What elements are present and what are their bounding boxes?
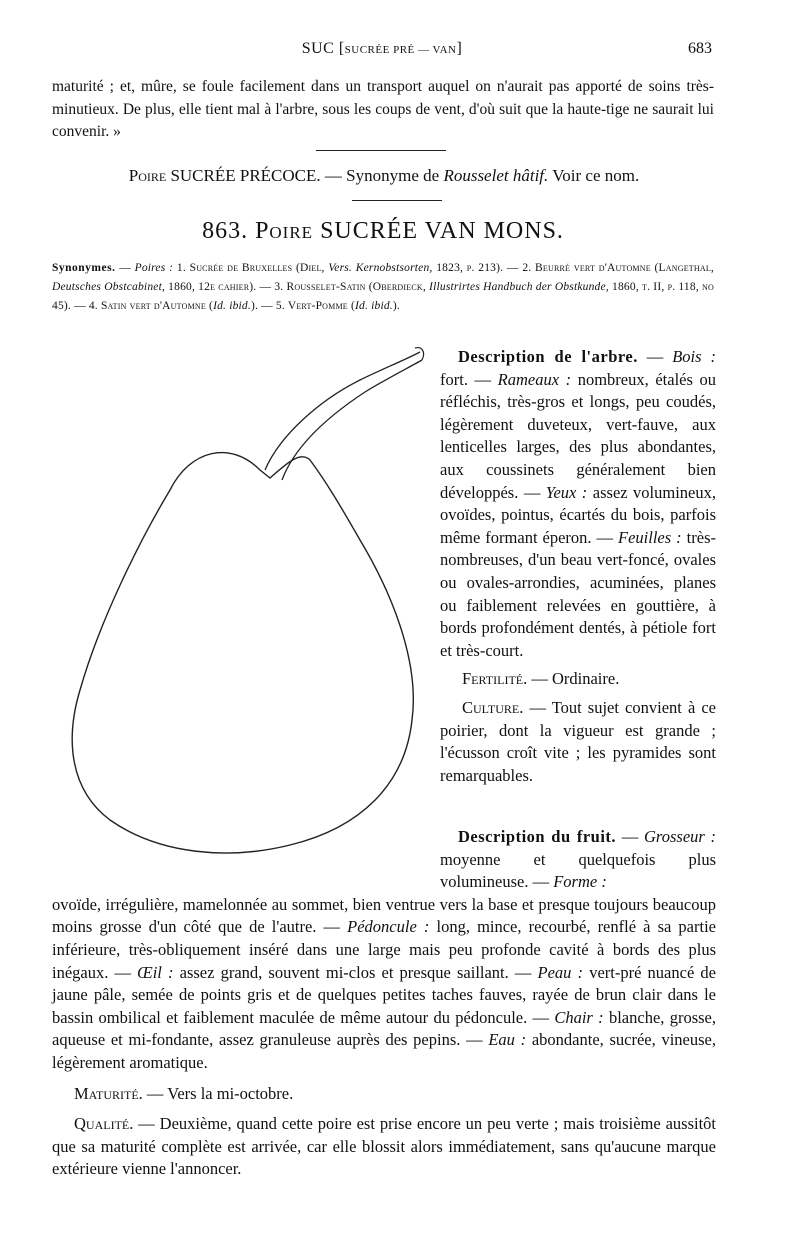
synonyms-body-6: ). [392,300,400,312]
running-title-main: SUC [ [301,40,345,57]
maturite-paragraph [52,1083,716,1106]
chair-text: blanche, grosse, aqueuse et mi-fondante, assez granuleuse auprès des pepins. — [52,1007,716,1050]
peau-label: Peau : [537,962,584,982]
synonyms-ref-1: Vers. Kernobstsorten, [328,262,433,274]
synonym-entry-ref: Rousselet hâtif. [443,166,549,185]
synonyms-ref-2: Deutsches Obstcabinet, [52,281,166,293]
synonyms-ref-3: Illustrirtes Handbuch der Obstkunde, [429,281,609,293]
synonyms-body-2: 1823, p. 213). — 2. Beurré vert d'Automne (Langethal, [432,262,714,274]
synonyms-ref-5: Id. ibid. [354,300,393,312]
fertilite-label: Fertilité. [462,669,528,689]
tree-description-heading: Description de l'arbre. [458,347,638,366]
tree-description [440,346,716,787]
eau-text: abondante, sucrée, vineuse, légèrement aromatique. [52,1030,716,1072]
oeil-label: Œil : [137,962,174,982]
running-header [52,40,712,64]
entry-number: 863. [202,218,249,244]
yeux-text: assez volumineux, ovoïdes, pointus, écartés du bois, parfois même formant éperon. — [440,482,717,547]
synonyms-block [52,259,714,316]
entry-name: SUCRÉE VAN MONS. [320,218,564,244]
pedoncule-text: long, mince, recourbé, renflé à sa partie inférieure, très-obliquement inséré dans une large mais peu profonde cavité à bords des plus inégaux. — [52,917,716,982]
synonyms-body-1: 1. Sucrée de Bruxelles (Diel, [173,262,329,274]
page-number: 683 [688,40,712,57]
synonym-entry-text: — Synonyme de [320,166,444,185]
forme-label: Forme : [553,872,607,892]
forme-text: ovoïde, irrégulière, mamelonnée au sommet, bien ventrue vers la base et presque toujours beaucoup moins grosse d'un côté que de l'autre. — [52,894,716,937]
running-title-close: ] [456,40,463,57]
synonym-entry-name: SUCRÉE PRÉCOCE. [170,166,321,185]
synonyms-heading: Synonymes. [52,262,116,274]
divider-rule-short [352,200,442,201]
entry-label: Poire [255,218,314,244]
synonym-entry-label: Poire [128,166,167,185]
divider-rule [316,150,446,151]
feuilles-text: très-nombreuses, d'un beau vert-foncé, ovales ou ovales-arrondies, acuminées, planes ou faiblement relevées en gouttière, à bords profondément dentés, à pétiole fort et très-court. [440,527,716,660]
maturite-label: Maturité. [74,1083,143,1103]
grosseur-label: Grosseur : [644,827,717,846]
pear-stalk [265,352,422,480]
yeux-label: Yeux : [545,482,588,502]
pedoncule-label: Pédoncule : [347,917,430,937]
qualite-paragraph [52,1113,716,1181]
synonyms-poires: Poires : [134,262,174,274]
synonyms-dash: — [115,262,135,274]
pear-illustration [60,340,440,880]
culture-text: — Tout sujet convient à ce poirier, dont la vigueur est grande ; l'écusson croît vite ; les pyramides sont remarquables. [440,697,716,785]
pear-outline [72,453,413,853]
bois-text: fort. — [440,369,498,389]
fertilite-text: — Ordinaire. [527,669,620,689]
peau-text: vert-pré nuancé de jaune pâle, semée de points gris et de quelques petites taches fauves, rayée de brun clair dans le bassin ombilical et faiblement maculée de même autour du pédoncule. — [52,962,716,1027]
fruit-description [52,826,716,1181]
feuilles-label: Feuilles : [618,527,682,547]
synonyms-ref-4: Id. ibid. [213,300,251,312]
fertilite-paragraph [440,668,716,691]
synonym-entry-tail: Voir ce nom. [548,166,640,185]
synonym-entry [74,166,694,186]
qualite-label: Qualité. [74,1114,134,1134]
bois-label: Bois : [672,347,716,366]
running-title-small: SUCRÉE PRÉ — VAN [344,44,457,56]
grosseur-text: moyenne et quelquefois plus volumineuse. — [440,849,716,892]
rameaux-text: nombreux, étalés ou réfléchis, très-gros et longs, peu coudés, légèrement duveteux, vert-fauve, aux lenticelles larges, des plus abondantes, aux coussinets généralement bien développés. — [440,369,716,502]
synonyms-body-3: 1860, 12e cahier). — 3. Rousselet-Satin (Oberdieck, [165,281,430,293]
fruit-description-heading: Description du fruit. [458,827,617,846]
synonyms-body-5: ). — 5. Vert-Pomme ( [250,300,355,312]
oeil-text: assez grand, souvent mi-clos et presque saillant. — [173,962,538,982]
culture-label: Culture. [462,697,524,717]
chair-label: Chair : [554,1007,604,1027]
tree-description-dash: — [637,347,673,366]
entry-title [52,218,714,245]
intro-paragraph: maturité ; et, mûre, se foule facilement dans un transport auquel on n'aurait pas apporté de soins très-minutieux. De plus, elle tient mal à l'arbre, sous les coups de vent, d'où suit que la haute-tige ne saurait lui convenir. » [52,78,714,140]
maturite-text: — Vers la mi-octobre. [142,1083,294,1103]
rameaux-label: Rameaux : [497,369,572,389]
eau-label: Eau : [488,1030,527,1050]
synonyms-body-4: 1860, t. II, p. 118, no 45). — 4. Satin vert d'Automne ( [52,281,714,312]
culture-paragraph [440,697,716,787]
running-title [52,40,712,58]
fruit-description-dash: — [616,827,644,846]
qualite-text: — Deuxième, quand cette poire est prise encore un peu verte ; mais troisième aussitôt que sa maturité complète est arrivée, car elle blossit alors immédiatement, sans qu'aucune marque extérieure vienne l'annoncer. [52,1114,716,1179]
